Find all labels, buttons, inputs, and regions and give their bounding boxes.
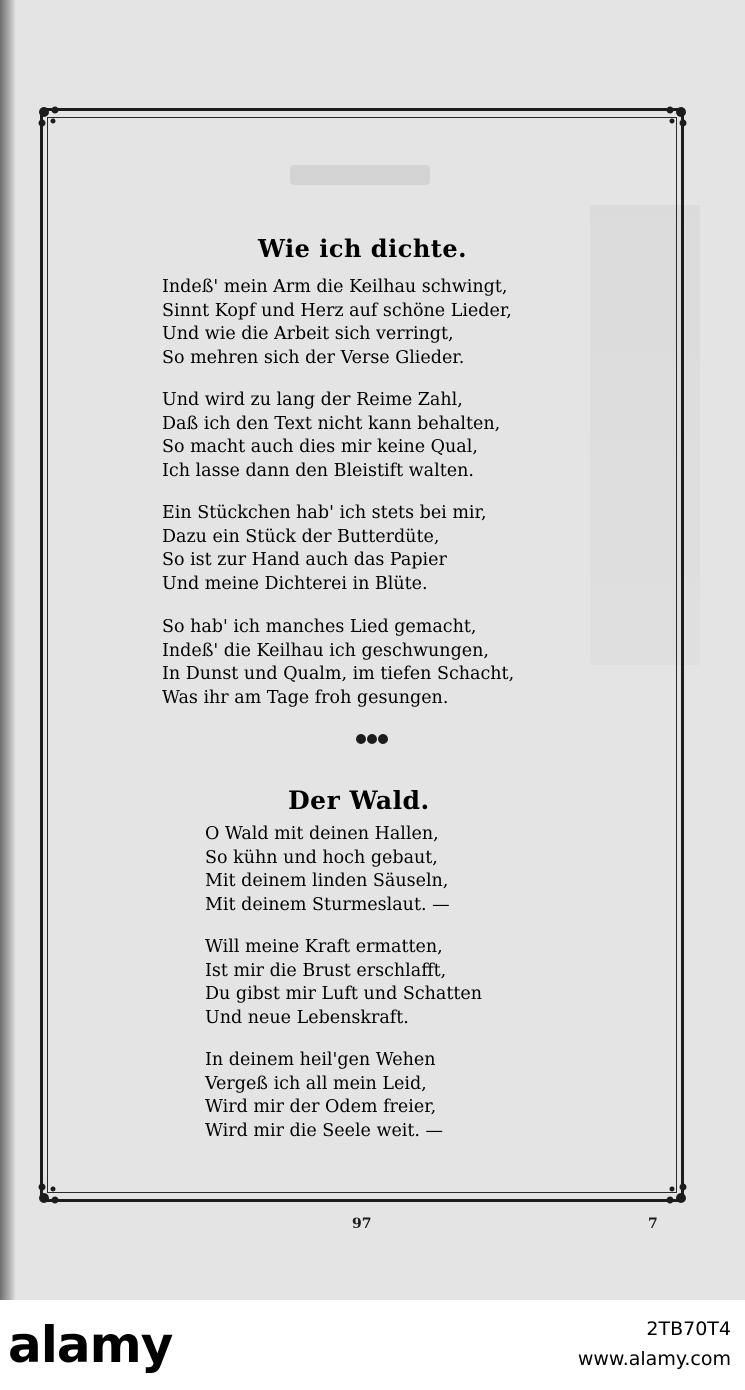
- poem-line: Du gibst mir Luft und Schatten: [205, 984, 483, 1004]
- poem-line: Was ihr am Tage froh gesungen.: [162, 687, 449, 708]
- ornament-divider: [354, 732, 390, 746]
- poem-line: So macht auch dies mir keine Qual,: [162, 437, 478, 457]
- poem-line: Wird mir die Seele weit. —: [205, 1120, 444, 1141]
- poem1-stanza-1: [162, 276, 512, 370]
- corner-ornament-bottom-left: [36, 1176, 66, 1206]
- corner-ornament-top-left: [36, 104, 66, 134]
- poem-line: Daß ich den Text nicht kann behalten,: [162, 413, 501, 434]
- book-spine-shadow: [0, 0, 16, 1300]
- watermark-logo: alamy: [8, 1316, 173, 1374]
- watermark-url: www.alamy.com: [577, 1348, 731, 1370]
- corner-ornament-top-right: [659, 104, 689, 134]
- poem-line: Und neue Lebenskraft.: [205, 1007, 409, 1028]
- poem-line: In deinem heil'gen Wehen: [205, 1050, 436, 1070]
- poem-title-wie-ich-dichte: Wie ich dichte.: [258, 234, 467, 263]
- poem-line: Indeß' mein Arm die Keilhau schwingt,: [162, 277, 508, 297]
- poem-line: Ich lasse dann den Bleistift walten.: [162, 460, 474, 481]
- poem-line: Mit deinem linden Säuseln,: [205, 871, 449, 891]
- poem-line: Und meine Dichterei in Blüte.: [162, 573, 428, 594]
- page-number-center: 97: [352, 1216, 372, 1232]
- poem-line: Und wird zu lang der Reime Zahl,: [162, 390, 463, 410]
- poem1-stanza-2: [162, 389, 500, 483]
- poem-line: So mehren sich der Verse Glieder.: [162, 347, 465, 368]
- poem-line: Indeß' die Keilhau ich geschwungen,: [162, 640, 489, 661]
- poem-line: Wird mir der Odem freier,: [205, 1097, 437, 1117]
- poem-line: Dazu ein Stück der Butterdüte,: [162, 526, 440, 547]
- poem2-stanza-1: [205, 823, 450, 917]
- poem-line: Mit deinem Sturmeslaut. —: [205, 894, 450, 915]
- poem-line: Vergeß ich all mein Leid,: [205, 1073, 427, 1094]
- poem-line: So hab' ich manches Lied gemacht,: [162, 617, 477, 637]
- poem-line: Ein Stückchen hab' ich stets bei mir,: [162, 503, 487, 523]
- poem-line: O Wald mit deinen Hallen,: [205, 824, 439, 844]
- watermark-image-id: 2TB70T4: [646, 1318, 731, 1340]
- poem-line: In Dunst und Qualm, im tiefen Schacht,: [162, 664, 515, 684]
- poem-line: Ist mir die Brust erschlafft,: [205, 960, 447, 981]
- poem2-stanza-3: [205, 1049, 443, 1143]
- poem-line: Sinnt Kopf und Herz auf schöne Lieder,: [162, 300, 512, 321]
- poem1-stanza-4: [162, 616, 514, 710]
- poem-line: Und wie die Arbeit sich verringt,: [162, 324, 454, 344]
- poem1-stanza-3: [162, 502, 487, 596]
- poem2-stanza-2: [205, 936, 482, 1030]
- poem-title-der-wald: Der Wald.: [288, 786, 430, 815]
- corner-ornament-bottom-right: [659, 1176, 689, 1206]
- page-number-right: 7: [648, 1216, 658, 1232]
- poem-line: So kühn und hoch gebaut,: [205, 847, 438, 868]
- poem-line: So ist zur Hand auch das Papier: [162, 550, 447, 570]
- poem-line: Will meine Kraft ermatten,: [205, 937, 443, 957]
